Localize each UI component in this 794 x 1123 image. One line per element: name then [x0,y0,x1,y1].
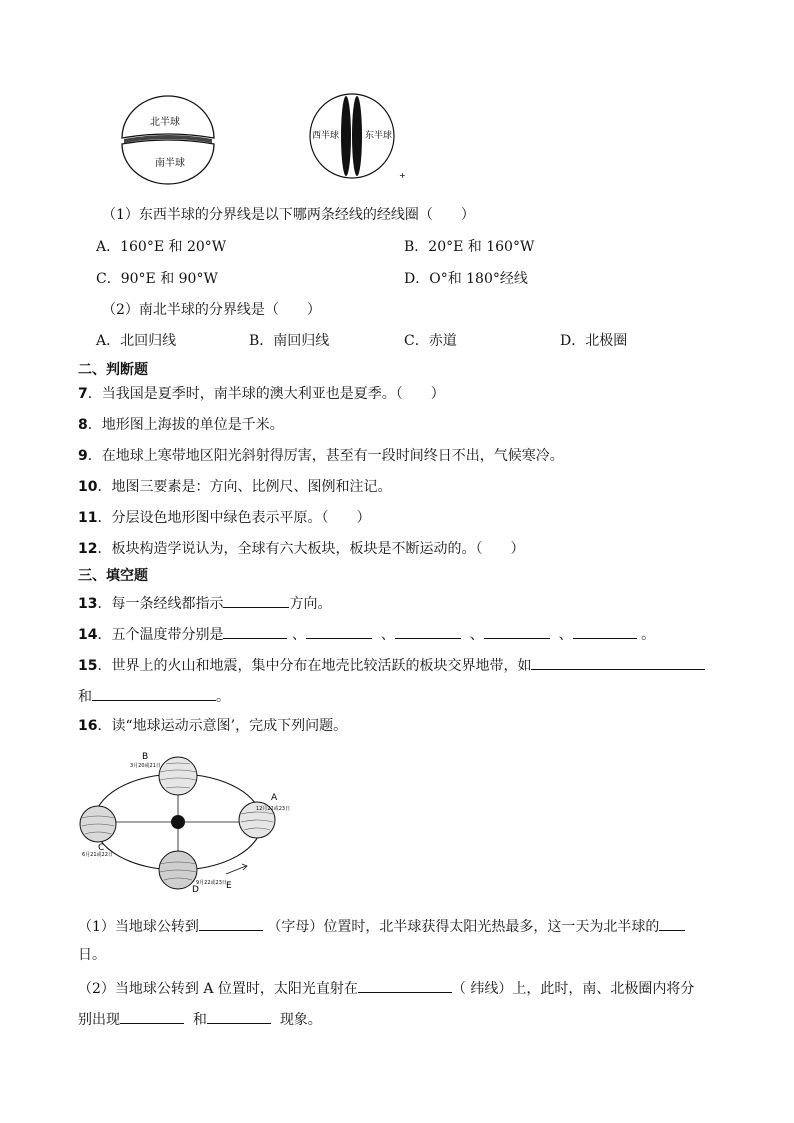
answer-blank[interactable] [573,624,637,639]
judge-item-9 [78,447,564,465]
answer-blank[interactable] [484,624,550,639]
hemisphere-ns-figure [118,92,218,184]
answer-blank[interactable] [199,916,263,931]
fill-item-13 [78,593,331,613]
fill-item-16 [78,717,347,735]
judge-number: 11 [78,510,98,526]
q16-sub1 [78,916,685,936]
q16-sub2-line2 [78,1009,322,1029]
q6-sub1-stem: （1）东西半球的分界线是以下哪两条经线的经线圈（ ） [102,207,475,223]
q6-sub2-option-b: B．南回归线 [249,333,330,349]
q16-sub2-and: 和 [192,1012,207,1028]
judge-item-11 [78,509,370,527]
orbit-label-e: E [226,881,232,891]
judge-number: 9 [78,448,88,464]
judge-item-12 [78,540,524,558]
fill-text: ．每一条经线都指示 [97,596,224,612]
fill-text: ．读“地球运动示意图’，完成下列问题。 [97,718,348,734]
period: 。 [641,627,656,643]
answer-blank[interactable] [207,1009,271,1024]
orbit-date-b: 3月20或21日 [130,763,161,769]
answer-blank[interactable] [306,624,372,639]
judge-text: ．在地球上寒带地区阳光斜射得厉害，甚至有一段时间终日不出，气候寒冷。 [87,448,564,464]
orbit-date-c: 6月21或22日 [82,852,113,858]
fill-number: 15 [78,658,98,674]
east-hemisphere-label: 东半球 [365,131,393,141]
separator: 、 [380,627,395,643]
judge-number: 10 [78,479,98,495]
answer-blank[interactable] [223,624,287,639]
q6-sub1-option-b: B．20°E 和 160°W [404,239,535,255]
answer-blank[interactable] [223,593,289,608]
q6-sub2-stem: （2）南北半球的分界线是（ ） [102,302,321,318]
answer-blank[interactable] [358,978,452,993]
judge-text: ．板块构造学说认为，全球有六大板块，板块是不断运动的。（ ） [97,541,525,557]
q16-sub1-pre: （1）当地球公转到 [78,919,199,935]
west-hemisphere-label: 西半球 [312,131,340,141]
separator: 、 [469,627,484,643]
q16-sub2-line2-pre: 别出现 [78,1012,120,1028]
sun-icon [171,815,185,829]
fill-text: 方向。 [289,596,332,612]
orbit-date-d: 9月22或23日 [196,880,227,886]
judge-item-10 [78,478,391,496]
q6-sub2-option-c: C．赤道 [404,333,457,349]
separator: 、 [291,627,306,643]
q6-sub1-option-c: C．90°E 和 90°W [96,271,218,287]
figure-mark: + [399,171,406,180]
answer-blank[interactable] [395,624,461,639]
judge-text: ．地图三要素是：方向、比例尺、图例和注记。 [97,479,392,495]
orbit-label-d: D [192,885,199,895]
q6-sub2-option-a: A．北回归线 [96,333,177,349]
fill-item-14 [78,624,655,644]
q6-sub1-option-a: A．160°E 和 20°W [96,239,227,255]
judge-number: 7 [78,386,88,402]
fill-text: 和 [78,689,92,705]
judge-number: 8 [78,417,88,433]
section-fill-title: 三、填空题 [78,568,148,584]
q16-sub2 [78,978,694,998]
orbit-label-b: B [142,752,149,762]
fill-text: ．世界上的火山和地震，集中分布在地壳比较活跃的板块交界地带，如 [97,658,532,674]
orbit-label-a: A [271,793,278,803]
q16-sub2-mid: （ 纬线）上，此时，南、北极圈内将分 [451,981,695,997]
fill-item-15 [78,655,705,675]
fill-number: 14 [78,627,98,643]
judge-text: ．当我国是夏季时，南半球的澳大利亚也是夏季。（ ） [87,386,445,402]
orbit-label-c: C [98,843,105,853]
separator: 、 [558,627,573,643]
judge-number: 12 [78,541,98,557]
q16-sub2-end: 现象。 [279,1012,322,1028]
answer-blank[interactable] [92,686,216,701]
q16-sub1-line2: 日。 [78,947,106,963]
q6-sub1-option-d: D．O°和 180°经线 [404,271,528,287]
judge-item-7 [78,385,445,403]
judge-item-8 [78,416,284,434]
fill-number: 16 [78,718,98,734]
fill-number: 13 [78,596,98,612]
answer-blank[interactable] [120,1009,184,1024]
judge-text: ．分层设色地形图中绿色表示平原。（ ） [97,510,371,526]
section-judge-title: 二、判断题 [78,362,148,378]
judge-text: ．地形图上海拔的单位是千米。 [87,417,284,433]
south-hemisphere-label: 南半球 [155,158,185,169]
q16-sub1-mid: （字母）位置时，北半球获得太阳光热最多，这一天为北半球的 [267,919,660,935]
answer-blank[interactable] [531,655,705,670]
earth-orbit-diagram [76,746,291,896]
q16-sub2-pre: （2）当地球公转到 A 位置时，太阳光直射在 [78,981,358,997]
period: 。 [216,689,230,705]
answer-blank[interactable] [659,916,685,931]
q6-sub2-option-d: D．北极圈 [560,333,628,349]
north-hemisphere-label: 北半球 [150,117,180,128]
orbit-date-a: 12月22或23日 [256,806,291,812]
fill-text: ．五个温度带分别是 [97,627,224,643]
hemisphere-ew-figure [306,94,406,180]
fill-item-15-line2 [78,686,230,706]
